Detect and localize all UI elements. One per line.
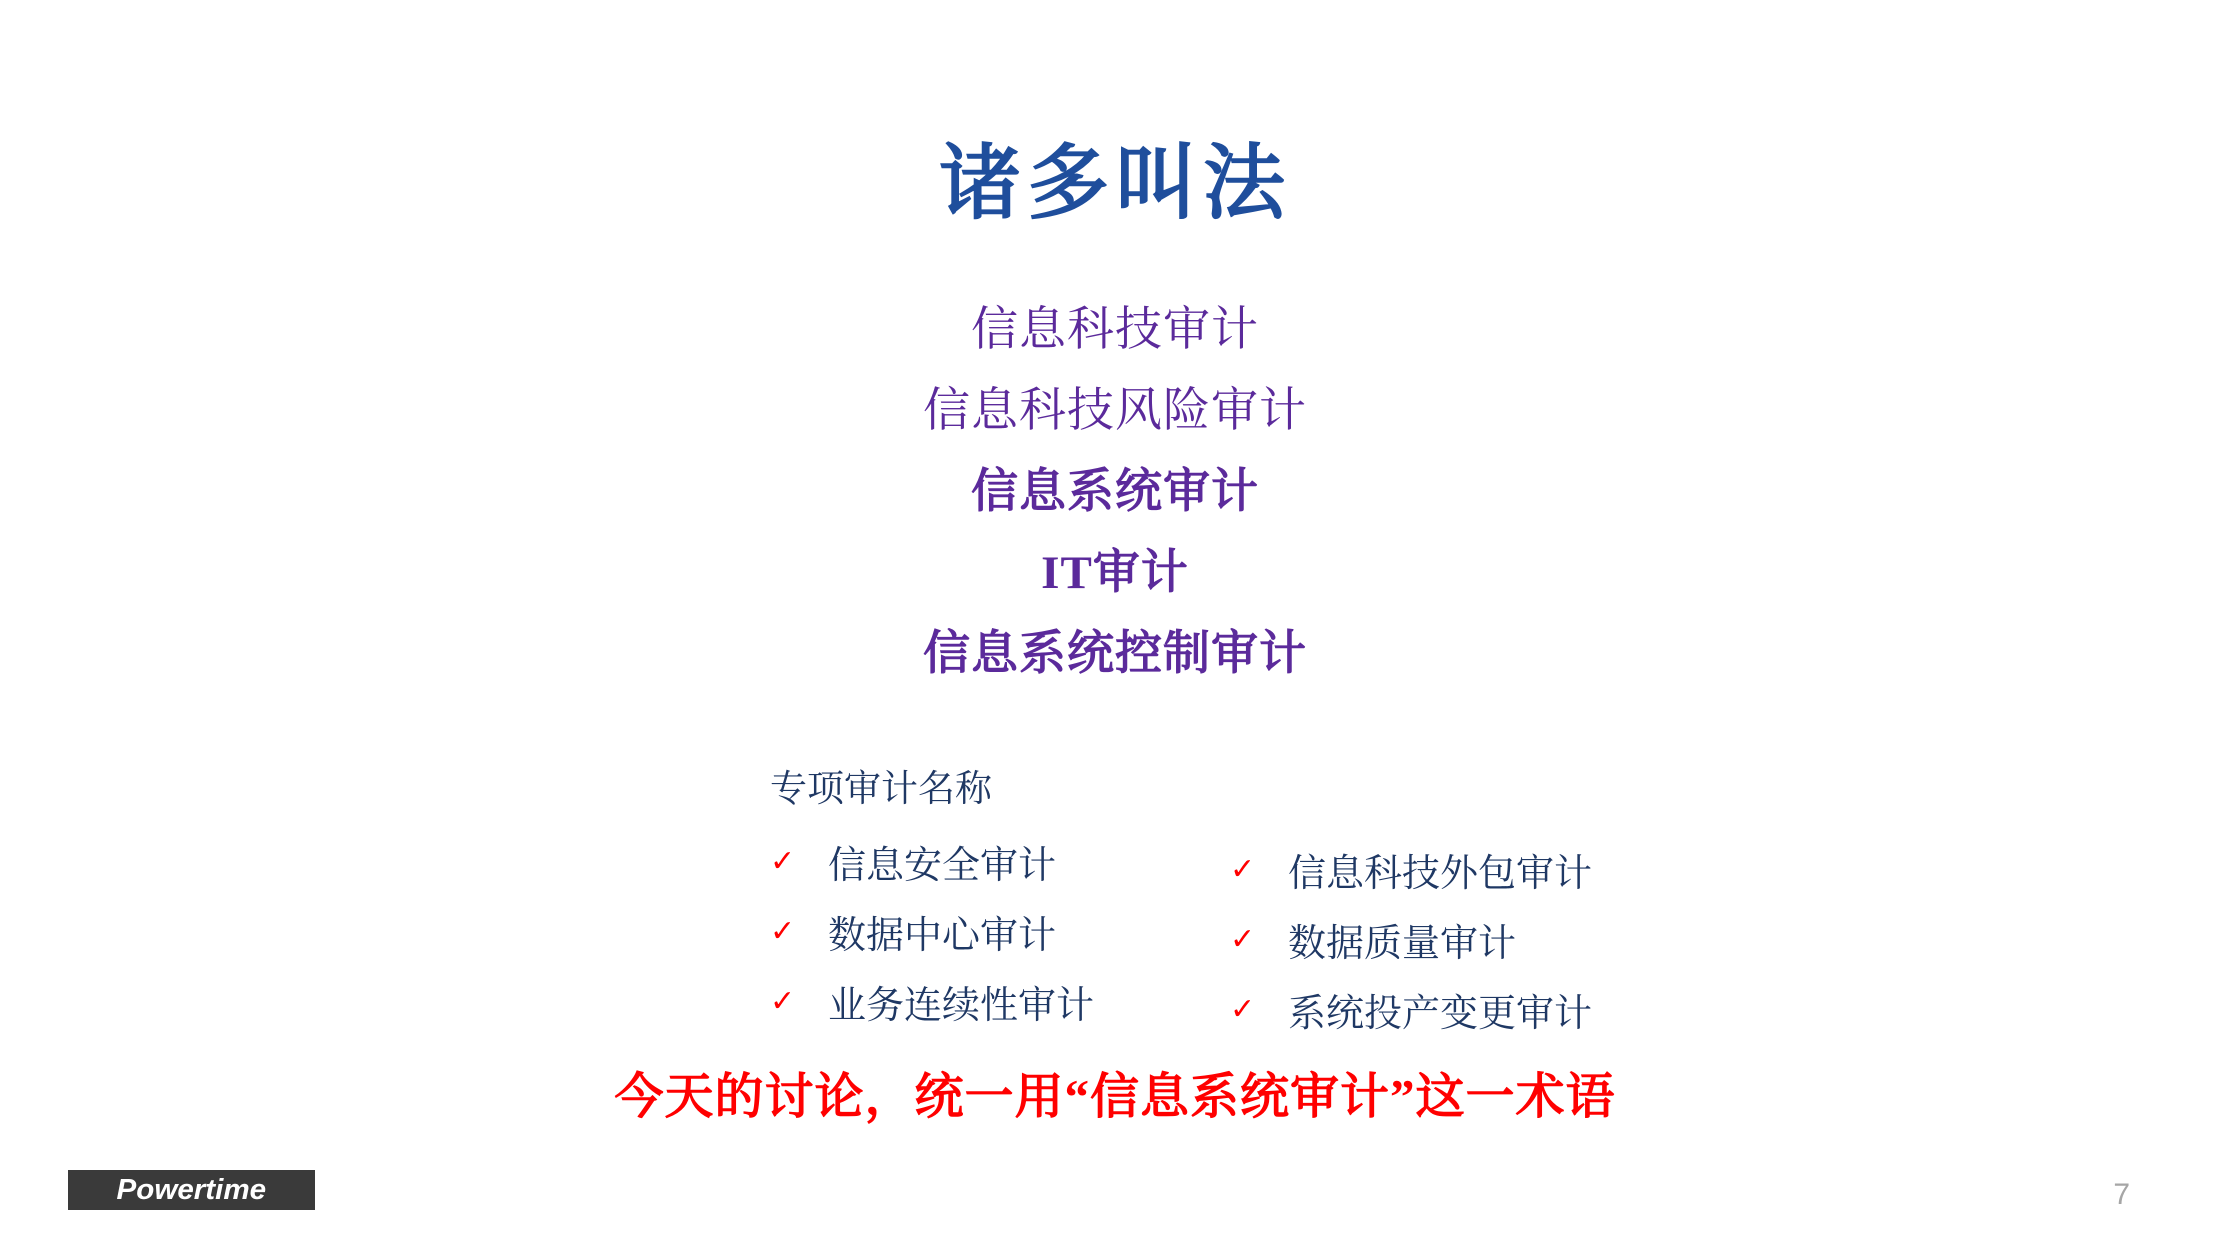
list-item-label: 信息安全审计 bbox=[828, 844, 1057, 887]
conclusion-text: 今天的讨论，统一用“信息系统审计”这一术语 bbox=[614, 1069, 1616, 1124]
list-item-label: 数据质量审计 bbox=[1288, 922, 1517, 965]
list-item-label: 业务连续性审计 bbox=[828, 984, 1095, 1027]
page-title: 诸多叫法 bbox=[938, 138, 1291, 229]
check-icon: ✓ bbox=[770, 983, 796, 1019]
alias-item: IT审计 bbox=[1041, 547, 1189, 599]
alias-item: 信息系统控制审计 bbox=[923, 628, 1307, 680]
list-item bbox=[770, 966, 1240, 1036]
list-item-label: 数据中心审计 bbox=[828, 914, 1057, 957]
list-item bbox=[770, 826, 1240, 896]
special-audit-heading: 专项审计名称 bbox=[770, 769, 992, 810]
special-audit-right-column bbox=[1230, 834, 1750, 1044]
list-item bbox=[1230, 974, 1750, 1044]
check-icon: ✓ bbox=[770, 843, 796, 879]
check-icon: ✓ bbox=[1230, 991, 1256, 1027]
check-icon: ✓ bbox=[770, 913, 796, 949]
check-icon: ✓ bbox=[1230, 921, 1256, 957]
special-audit-left-column bbox=[770, 826, 1240, 1036]
alias-item: 信息系统审计 bbox=[971, 466, 1259, 518]
list-item-label: 系统投产变更审计 bbox=[1288, 992, 1593, 1035]
logo-text: Powertime bbox=[116, 1173, 267, 1206]
alias-item: 信息科技审计 bbox=[971, 304, 1259, 356]
alias-item: 信息科技风险审计 bbox=[923, 385, 1307, 437]
powertime-logo bbox=[68, 1170, 315, 1210]
list-item-label: 信息科技外包审计 bbox=[1288, 852, 1593, 895]
list-item bbox=[1230, 904, 1750, 974]
check-icon: ✓ bbox=[1230, 851, 1256, 887]
page-number: 7 bbox=[2113, 1178, 2130, 1211]
list-item bbox=[770, 896, 1240, 966]
list-item bbox=[1230, 834, 1750, 904]
alias-list bbox=[0, 290, 2230, 695]
